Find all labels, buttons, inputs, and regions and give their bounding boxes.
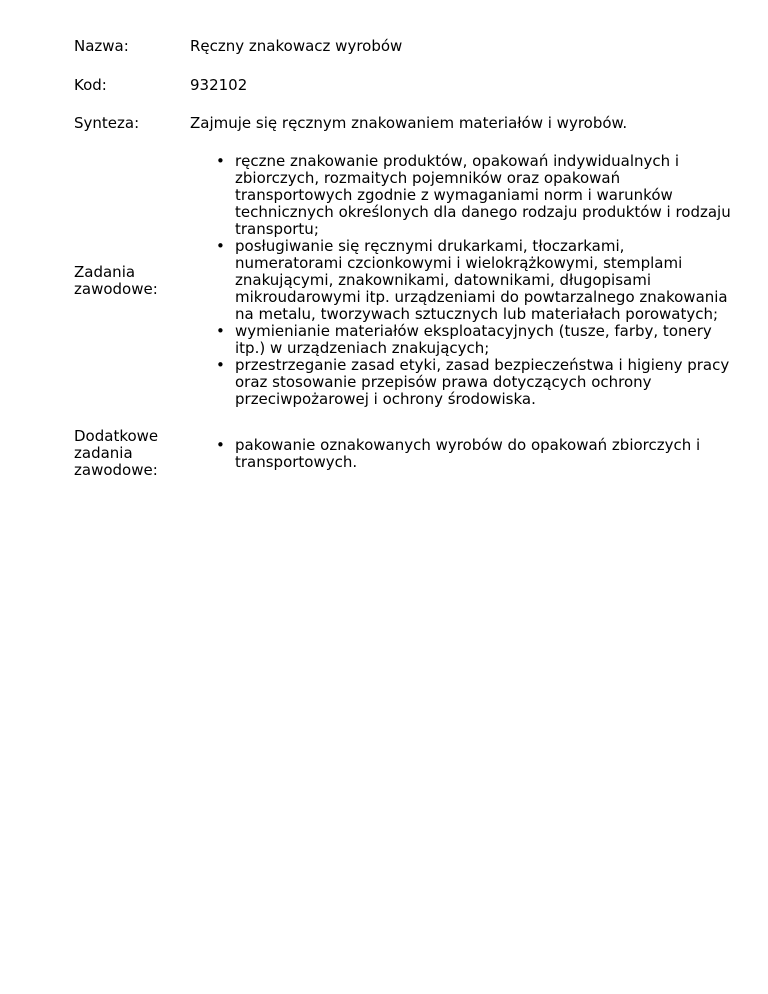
list-item — [216, 435, 734, 471]
synthesis-label: Synteza: — [74, 114, 140, 132]
name-label: Nazwa: — [74, 37, 129, 55]
list-item-text: pakowanie oznakowanych wyrobów do opakowań zbiorczych i transportowych. — [235, 435, 701, 471]
additional-tasks-label: Dodatkowe zadania zawodowe: — [74, 427, 159, 479]
bullet-icon: • — [216, 356, 225, 374]
additional-tasks-row — [74, 428, 734, 479]
list-item — [216, 152, 734, 238]
list-item-text: ręczne znakowanie produktów, opakowań indywidualnych i zbiorczych, rozmaitych pojemników oraz opakowań transportowych zgodnie z wymaganiami norm i warunków technicznych określonych dla danego rodzaju produktów i rodzaju transportu; — [235, 152, 731, 238]
bullet-icon: • — [216, 322, 225, 340]
bullet-icon: • — [216, 435, 225, 454]
name-value: Ręczny znakowacz wyrobów — [190, 37, 403, 55]
additional-tasks-list — [190, 437, 734, 471]
occupation-card — [74, 38, 734, 479]
synthesis-row — [74, 115, 734, 153]
list-item-text: przestrzeganie zasad etyki, zasad bezpieczeństwa i higieny pracy oraz stosowanie przepisów prawa dotyczących ochrony przeciwpożarowej i ochrony środowiska. — [235, 356, 730, 408]
synthesis-value: Zajmuje się ręcznym znakowaniem materiałów i wyrobów. — [190, 114, 628, 132]
list-item — [216, 322, 734, 357]
name-row — [74, 38, 734, 77]
list-item — [216, 356, 734, 408]
additional-tasks-value — [190, 437, 734, 471]
bullet-icon: • — [216, 237, 225, 255]
tasks-value — [190, 153, 734, 408]
list-item-text: wymienianie materiałów eksploatacyjnych (tusze, farby, tonery itp.) w urządzeniach znakujących; — [235, 322, 712, 357]
tasks-label: Zadania zawodowe: — [74, 262, 158, 298]
code-value: 932102 — [190, 76, 248, 94]
tasks-list — [190, 153, 734, 408]
bullet-icon: • — [216, 152, 225, 170]
tasks-row — [74, 153, 734, 408]
code-row — [74, 77, 734, 115]
list-item-text: posługiwanie się ręcznymi drukarkami, tłoczarkami, numeratorami czcionkowymi i wielokrążkowymi, stemplami znakującymi, znakownikami, datownikami, długopisami mikroudarowymi itp. urządzeniami do powtarzalnego znakowania na metalu, tworzywach sztucznych lub materiałach porowatych; — [235, 237, 728, 323]
list-item — [216, 237, 734, 323]
code-label: Kod: — [74, 76, 107, 94]
